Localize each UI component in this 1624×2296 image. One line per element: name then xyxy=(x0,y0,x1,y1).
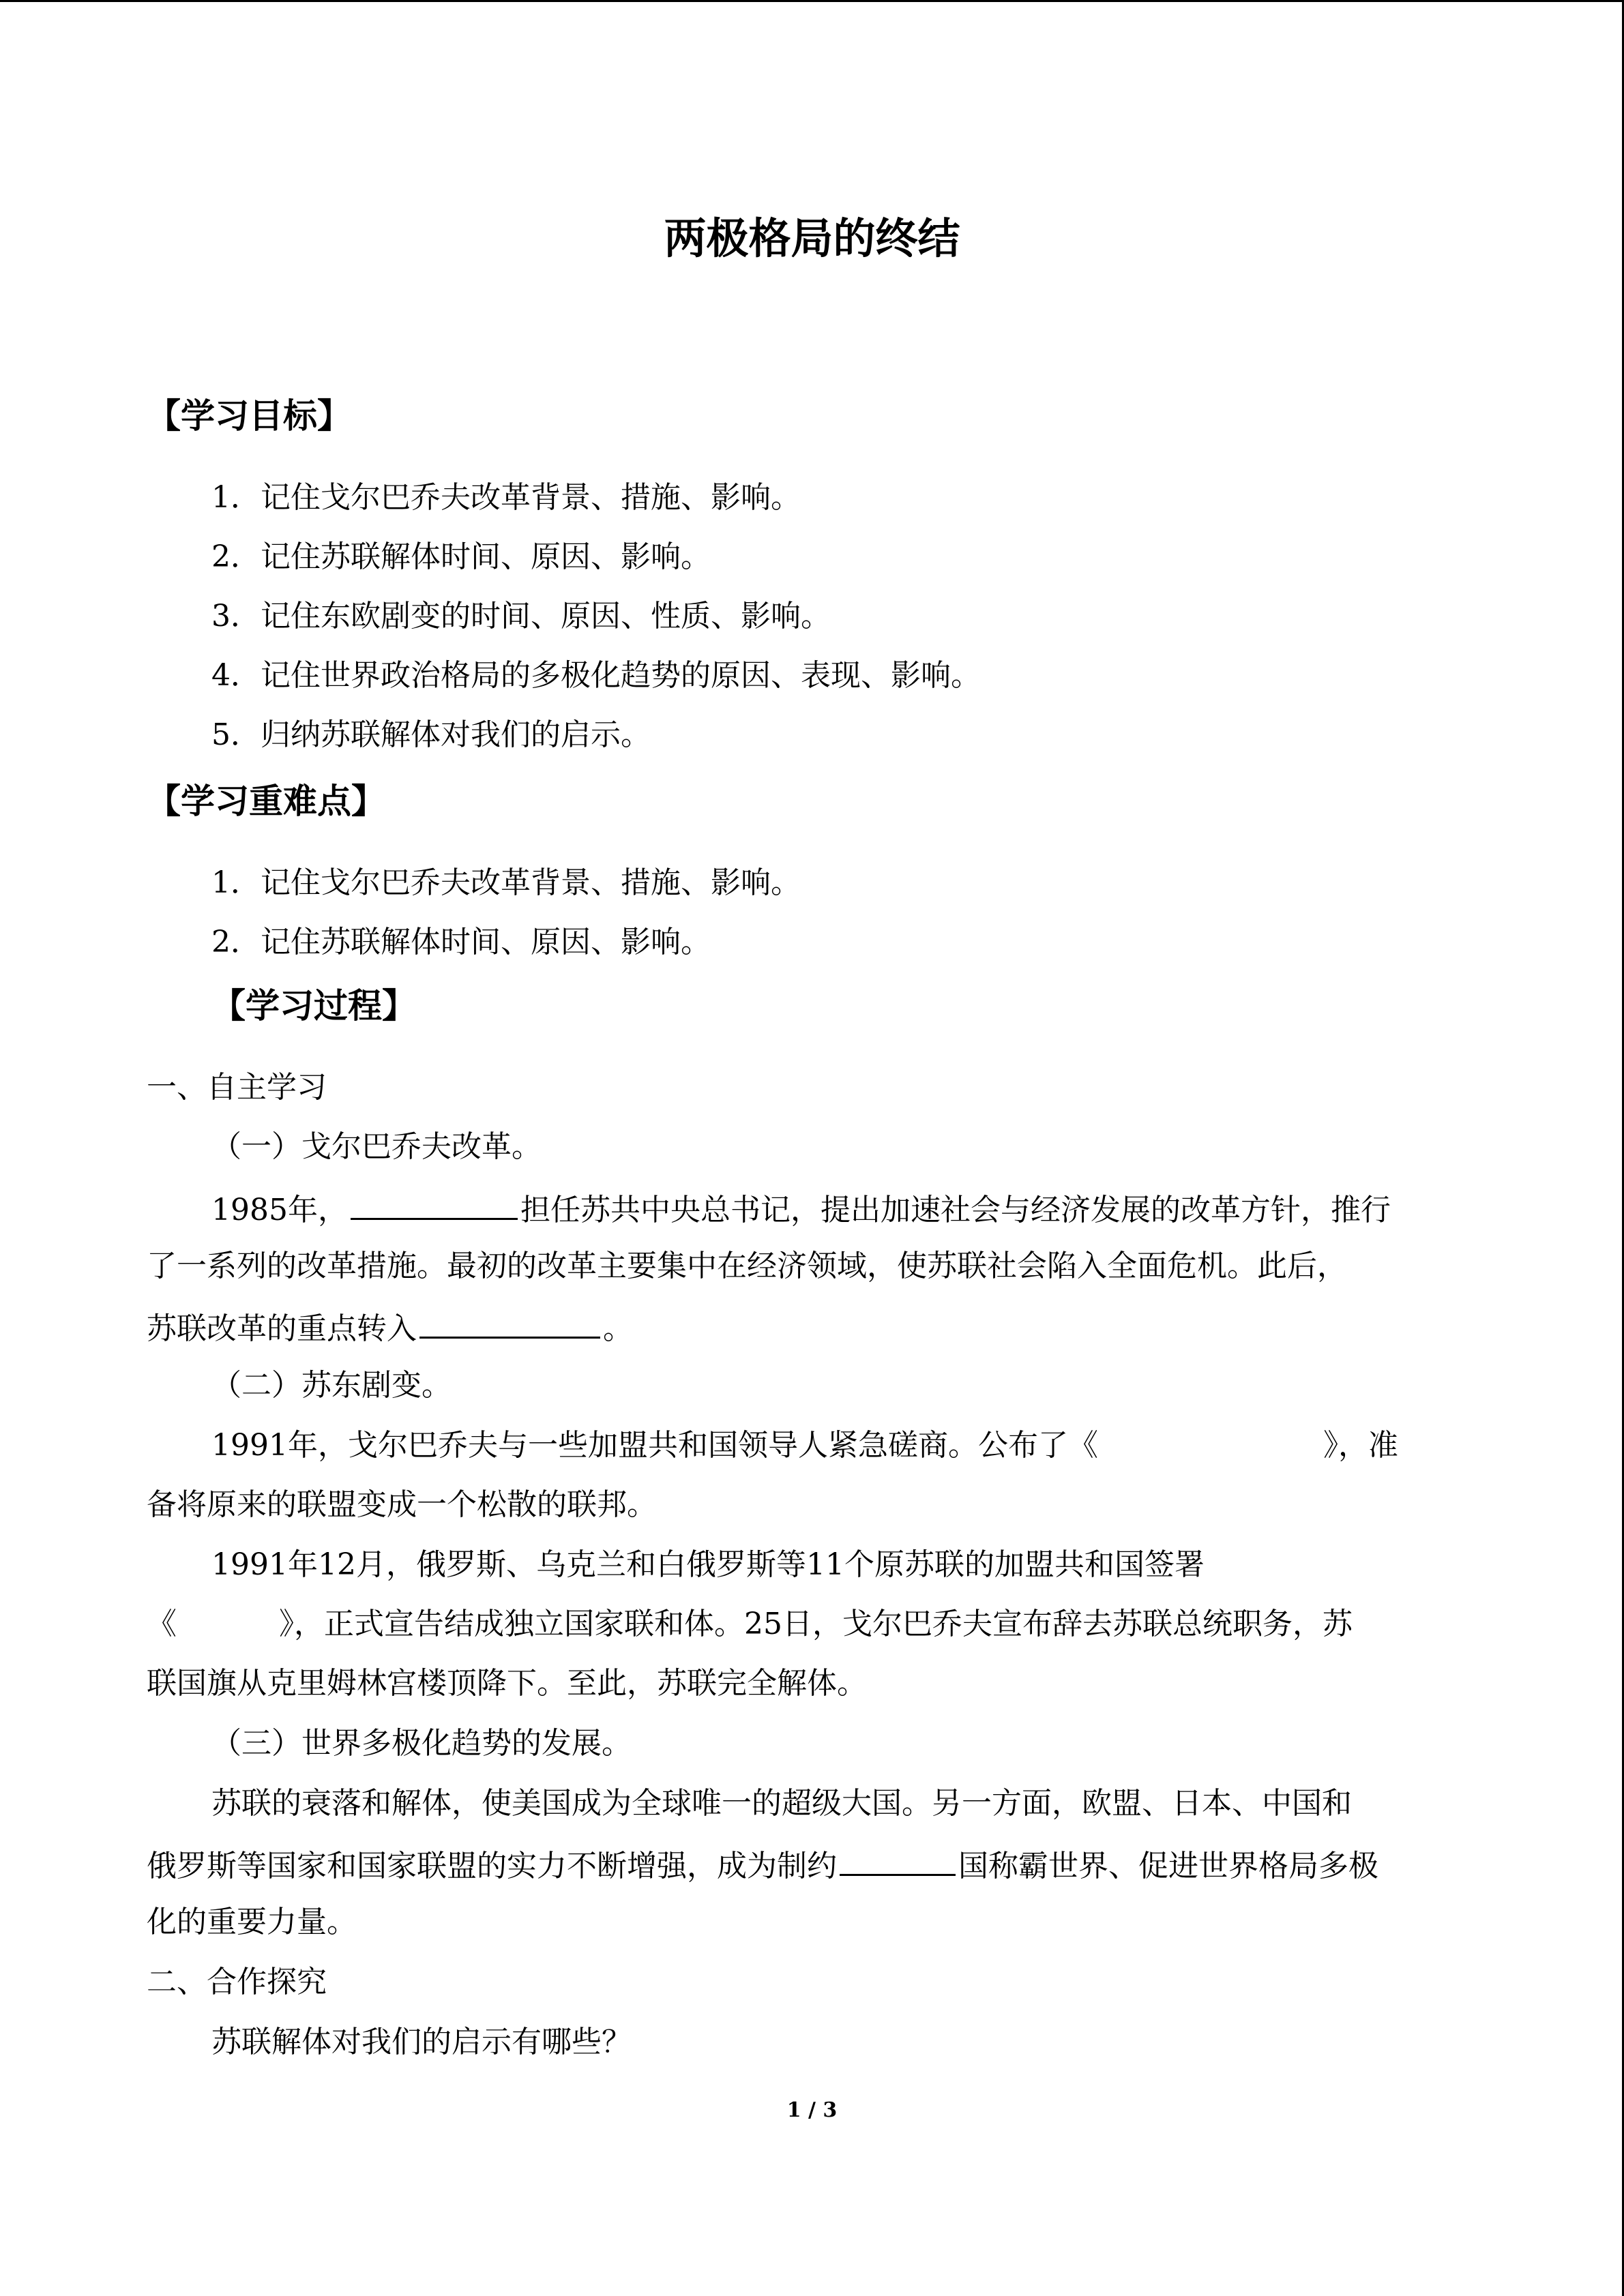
paragraph-2-line-2: 备将原来的联盟变成一个松散的联邦。 xyxy=(147,1487,657,1522)
fill-blank-5[interactable] xyxy=(840,1843,956,1876)
part2-title: 二、合作探究 xyxy=(147,1965,327,1999)
key-points-heading: 【学习重难点】 xyxy=(147,781,385,821)
paragraph-1-text-b: 担任苏共中央总书记，提出加速社会与经济发展的改革方针，推行 xyxy=(520,1193,1391,1227)
discussion-question: 苏联解体对我们的启示有哪些？ xyxy=(211,2025,632,2059)
subsection-3-title: （三）世界多极化趋势的发展。 xyxy=(211,1726,632,1761)
paragraph-1-line-2: 了一系列的改革措施。最初的改革主要集中在经济领域，使苏联社会陷入全面危机。此后， xyxy=(147,1249,1347,1283)
paragraph-3-line-3: 联国旗从克里姆林宫楼顶降下。至此，苏联完全解体。 xyxy=(147,1666,867,1701)
page-number: 1 / 3 xyxy=(786,2098,838,2122)
paragraph-3-text-b: 》，正式宣告结成独立国家联和体。25日，戈尔巴乔夫宣布辞去苏联总统职务，苏 xyxy=(279,1607,1353,1641)
paragraph-2-line-1 xyxy=(211,1425,1398,1466)
paragraph-2-text-b: 》，准 xyxy=(1323,1428,1398,1463)
goal-item-5: 5．归纳苏联解体对我们的启示。 xyxy=(211,717,651,752)
goal-item-3: 3．记住东欧剧变的时间、原因、性质、影响。 xyxy=(211,599,831,633)
goal-item-2: 2．记住苏联解体时间、原因、影响。 xyxy=(211,539,711,574)
goals-heading: 【学习目标】 xyxy=(147,396,351,436)
goal-item-1: 1．记住戈尔巴乔夫改革背景、措施、影响。 xyxy=(211,480,801,515)
subsection-2-title: （二）苏东剧变。 xyxy=(211,1368,452,1403)
fill-blank-2[interactable] xyxy=(419,1305,600,1339)
paragraph-1-line-3-text-a: 苏联改革的重点转入 xyxy=(147,1311,417,1346)
document-title: 两极格局的终结 xyxy=(664,213,960,263)
paragraph-1-text-a: 1985年， xyxy=(211,1193,348,1227)
paragraph-1-line-3-text-b: 。 xyxy=(603,1311,633,1346)
paragraph-3-text-a: 《 xyxy=(147,1607,177,1641)
paragraph-4-line-2 xyxy=(147,1843,1378,1887)
goal-item-4: 4．记住世界政治格局的多极化趋势的原因、表现、影响。 xyxy=(211,658,981,693)
paragraph-2-text-a: 1991年，戈尔巴乔夫与一些加盟共和国领导人紧急磋商。公布了《 xyxy=(211,1428,1098,1463)
paragraph-4-line-3: 化的重要力量。 xyxy=(147,1905,357,1939)
paragraph-3-line-1: 1991年12月，俄罗斯、乌克兰和白俄罗斯等11个原苏联的加盟共和国签署 xyxy=(211,1547,1205,1582)
part1-title: 一、自主学习 xyxy=(147,1070,327,1105)
key-point-item-1: 1．记住戈尔巴乔夫改革背景、措施、影响。 xyxy=(211,865,801,900)
paragraph-4-text-a: 俄罗斯等国家和国家联盟的实力不断增强，成为制约 xyxy=(147,1849,837,1883)
process-heading: 【学习过程】 xyxy=(211,986,416,1026)
paragraph-4-text-b: 国称霸世界、促进世界格局多极 xyxy=(958,1849,1378,1883)
key-point-item-2: 2．记住苏联解体时间、原因、影响。 xyxy=(211,925,711,959)
paragraph-3-line-2 xyxy=(147,1604,1353,1645)
paragraph-4-line-1: 苏联的衰落和解体，使美国成为全球唯一的超级大国。另一方面，欧盟、日本、中国和 xyxy=(211,1786,1352,1821)
subsection-1-title: （一）戈尔巴乔夫改革。 xyxy=(211,1129,542,1164)
paragraph-1-line-1 xyxy=(211,1187,1391,1231)
paragraph-1-line-3 xyxy=(147,1305,633,1350)
fill-blank-1[interactable] xyxy=(351,1187,518,1220)
